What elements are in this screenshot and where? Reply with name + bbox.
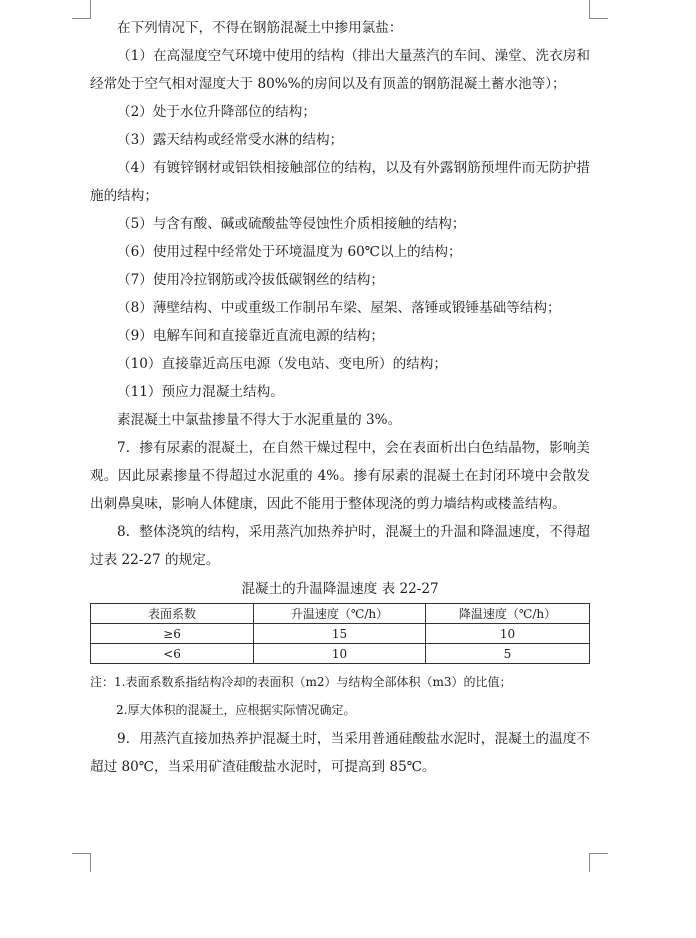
table-row: [91, 624, 590, 644]
table-cell: 10: [426, 624, 590, 644]
document-body: [90, 14, 590, 781]
list-item-8: （8）薄壁结构、中或重级工作制吊车梁、屋架、落锤或锻锤基础等结构；: [117, 300, 561, 316]
clause-7-paragraph: 7．掺有尿素的混凝土，在自然干燥过程中，会在表面析出白色结晶物，影响美观。因此尿素掺量不得超过水泥重的 4%。掺有尿素的混凝土在封闭环境中会散发出刺鼻臭味，影响人体健康，因此不能用于整体现浇的剪力墙结构或楼盖结构。: [90, 440, 590, 512]
list-item-3: （3）露天结构或经常受水淋的结构；: [117, 132, 344, 148]
table-row: [91, 644, 590, 664]
clause-8-paragraph: 8．整体浇筑的结构，采用蒸汽加热养护时，混凝土的升温和降温速度，不得超过表 22-27 的规定。: [90, 524, 590, 568]
table-title: 混凝土的升温降温速度 表 22-27: [241, 581, 439, 597]
header-surface-coefficient: 表面系数: [91, 604, 254, 624]
table-header-row: [91, 604, 590, 624]
list-item-7: （7）使用冷拉钢筋或冷拔低碳钢丝的结构；: [117, 272, 384, 288]
table-cell: <6: [91, 644, 254, 664]
corner-mark-top-left: [72, 0, 91, 19]
list-item-4: （4）有镀锌钢材或铝铁相接触部位的结构，以及有外露钢筋预埋件而无防护措施的结构；: [90, 160, 590, 204]
corner-mark-top-right: [589, 0, 608, 19]
intro-paragraph: 在下列情况下，不得在钢筋混凝土中掺用氯盐：: [117, 20, 403, 36]
table-cell: 15: [254, 624, 426, 644]
plain-concrete-paragraph: 素混凝土中氯盐掺量不得大于水泥重量的 3%。: [117, 412, 402, 428]
table-note-1: 注：1.表面系数系指结构冷却的表面积（m2）与结构全部体积（m3）的比值；: [90, 675, 512, 689]
table-cell: 5: [426, 644, 590, 664]
table-note-2: 2.厚大体积的混凝土，应根据实际情况确定。: [116, 703, 356, 717]
corner-mark-bottom-left: [72, 853, 91, 872]
list-item-10: （10）直接靠近高压电源（发电站、变电所）的结构；: [117, 356, 447, 372]
table-cell: 10: [254, 644, 426, 664]
clause-9-paragraph: 9．用蒸汽直接加热养护混凝土时，当采用普通硅酸盐水泥时，混凝土的温度不超过 80℃，当采用矿渣硅酸盐水泥时，可提高到 85℃。: [90, 731, 590, 775]
table-cell: ≥6: [91, 624, 254, 644]
list-item-11: （11）预应力混凝土结构。: [117, 384, 284, 400]
header-cooling-rate: 降温速度（℃/h）: [426, 604, 590, 624]
list-item-2: （2）处于水位升降部位的结构；: [117, 104, 316, 120]
temperature-rate-table: [90, 603, 590, 664]
header-heating-rate: 升温速度（℃/h）: [254, 604, 426, 624]
list-item-6: （6）使用过程中经常处于环境温度为 60℃以上的结构；: [117, 244, 462, 260]
list-item-1: （1）在高湿度空气环境中使用的结构（排出大量蒸汽的车间、澡堂、洗衣房和经常处于空气相对湿度大于 80%%的房间以及有顶盖的钢筋混凝土蓄水池等）；: [90, 48, 590, 92]
list-item-5: （5）与含有酸、碱或硫酸盐等侵蚀性介质相接触的结构；: [117, 216, 466, 232]
list-item-9: （9）电解车间和直接靠近直流电源的结构；: [117, 328, 384, 344]
corner-mark-bottom-right: [589, 853, 608, 872]
